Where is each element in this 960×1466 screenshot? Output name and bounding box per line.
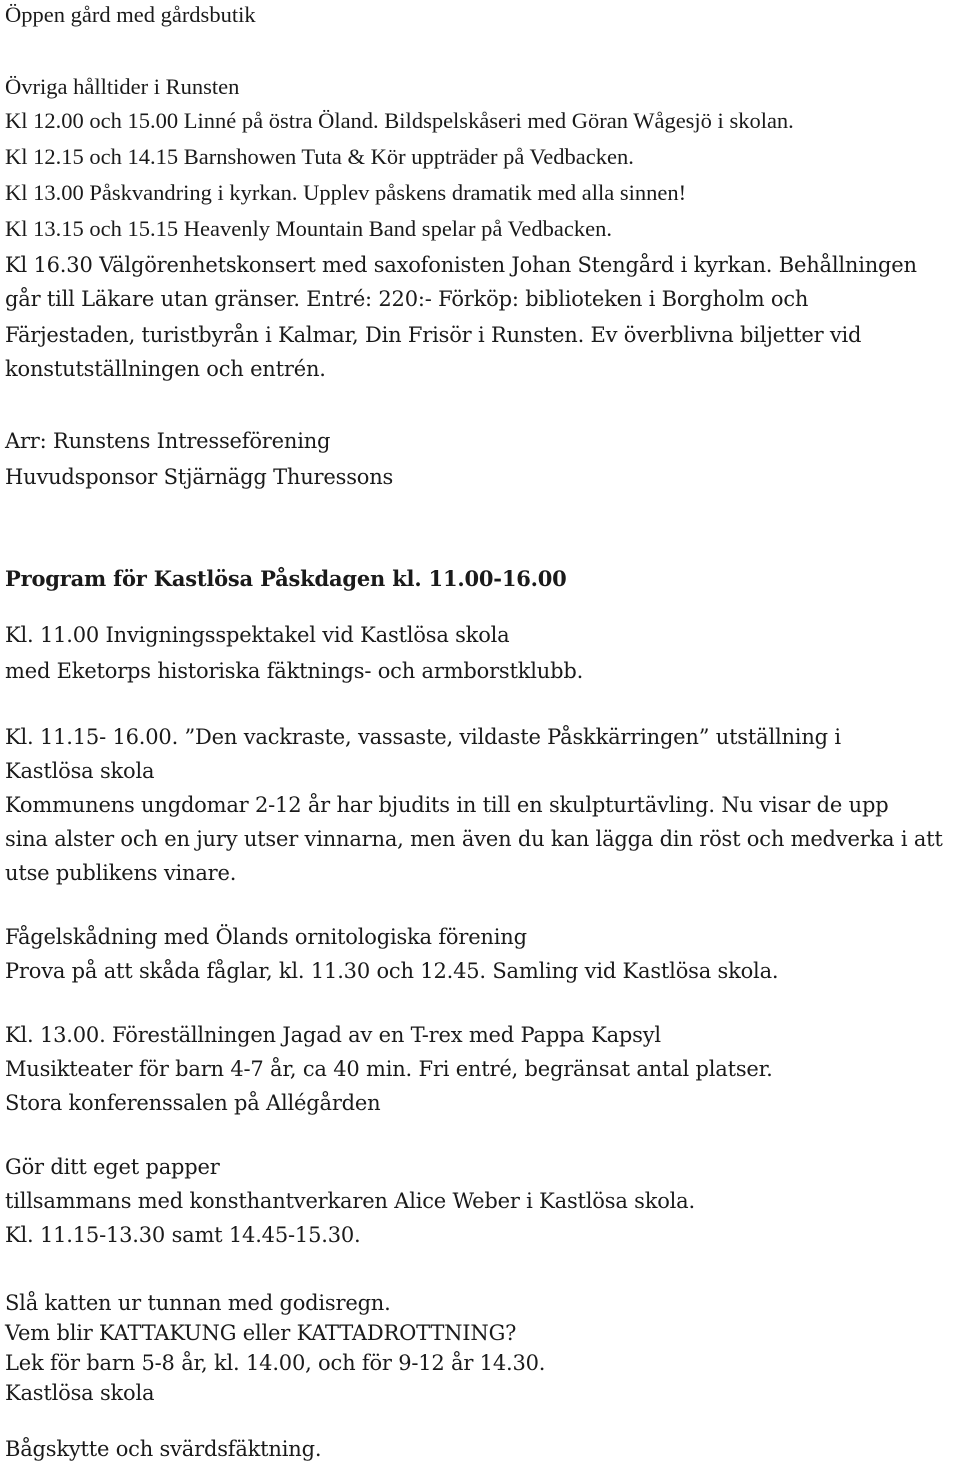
text-line-archery: Bågskytte och svärdsfäktning. <box>5 1437 322 1461</box>
text-line-cat-king: Vem blir KATTAKUNG eller KATTADROTTNING? <box>5 1321 517 1345</box>
text-line-schedule-1200: Kl 12.00 och 15.00 Linné på östra Öland. Bildspelskåseri med Göran Wågesjö i skolan. <box>5 108 794 133</box>
text-line-concert-tickets: Färjestaden, turistbyrån i Kalmar, Din Frisör i Runsten. Ev överblivna biljetter vid <box>5 323 862 347</box>
text-line-music-theatre: Musikteater för barn 4-7 år, ca 40 min. Fri entré, begränsat antal platser. <box>5 1057 773 1081</box>
text-line-birdwatching-times: Prova på att skåda fåglar, kl. 11.30 och 12.45. Samling vid Kastlösa skola. <box>5 959 779 983</box>
text-line-barrel: Slå katten ur tunnan med godisregn. <box>5 1291 391 1315</box>
text-line-paper-making: Gör ditt eget papper <box>5 1155 220 1179</box>
text-line-trex-show: Kl. 13.00. Föreställningen Jagad av en T-rex med Pappa Kapsyl <box>5 1023 661 1047</box>
text-line-farm-shop: Öppen gård med gårdsbutik <box>5 2 256 27</box>
text-line-jury: sina alster och en jury utser vinnarna, men även du kan lägga din röst och medverka i att <box>5 827 943 851</box>
text-line-schedule-1300: Kl 13.00 Påskvandring i kyrkan. Upplev påskens dramatik med alla sinnen! <box>5 180 687 205</box>
text-line-fencing-club: med Eketorps historiska fäktnings- och armborstklubb. <box>5 659 584 683</box>
text-line-inauguration: Kl. 11.00 Invigningsspektakel vid Kastlösa skola <box>5 623 510 647</box>
text-line-birdwatching: Fågelskådning med Ölands ornitologiska förening <box>5 925 527 949</box>
text-line-concert-1630: Kl 16.30 Välgörenhetskonsert med saxofonisten Johan Stengård i kyrkan. Behållningen <box>5 253 917 277</box>
text-line-conference-hall: Stora konferenssalen på Allégården <box>5 1091 381 1115</box>
text-line-main-sponsor: Huvudsponsor Stjärnägg Thuressons <box>5 465 394 489</box>
text-line-alice-weber: tillsammans med konsthantverkaren Alice Weber i Kastlösa skola. <box>5 1189 695 1213</box>
text-line-exhibition: Kl. 11.15- 16.00. ”Den vackraste, vassaste, vildaste Påskkärringen” utställning i <box>5 725 841 749</box>
program-heading: Program för Kastlösa Påskdagen kl. 11.00-16.00 <box>5 566 567 591</box>
text-line-organizer: Arr: Runstens Intresseförening <box>5 429 331 453</box>
text-line-exhibition-place: Kastlösa skola <box>5 759 155 783</box>
text-line-other-times-heading: Övriga hålltider i Runsten <box>5 74 240 99</box>
text-line-sculpture-contest: Kommunens ungdomar 2-12 år har bjudits in till en skulpturtävling. Nu visar de upp <box>5 793 889 817</box>
text-line-concert-proceeds: går till Läkare utan gränser. Entré: 220:- Förköp: biblioteken i Borgholm och <box>5 287 809 311</box>
text-line-schedule-1215: Kl 12.15 och 14.15 Barnshowen Tuta & Kör uppträder på Vedbacken. <box>5 144 634 169</box>
text-line-public-winner: utse publikens vinare. <box>5 861 237 885</box>
text-line-paper-times: Kl. 11.15-13.30 samt 14.45-15.30. <box>5 1223 361 1247</box>
text-line-play-times: Lek för barn 5-8 år, kl. 14.00, och för 9-12 år 14.30. <box>5 1351 546 1375</box>
text-line-concert-entrance: konstutställningen och entrén. <box>5 357 326 381</box>
text-line-play-place: Kastlösa skola <box>5 1381 155 1405</box>
text-line-schedule-1315: Kl 13.15 och 15.15 Heavenly Mountain Band spelar på Vedbacken. <box>5 216 612 241</box>
